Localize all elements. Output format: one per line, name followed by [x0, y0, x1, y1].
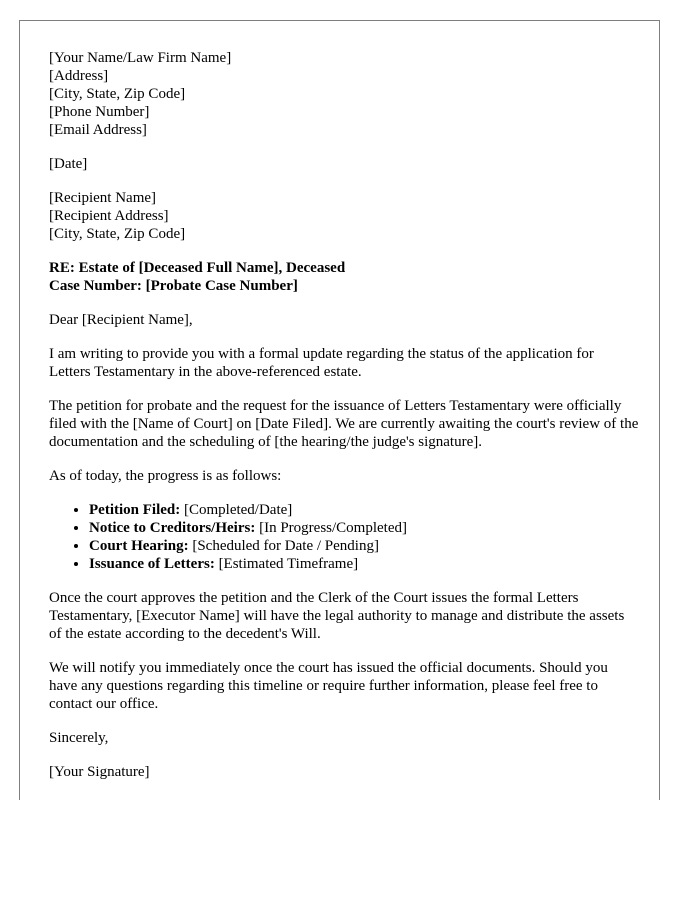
progress-label: Petition Filed:: [89, 502, 181, 518]
sender-phone: [Phone Number]: [49, 104, 150, 120]
paragraph-notify: We will notify you immediately once the court has issued the official documents. Should you have any questions regarding this timeline or require further information, please feel free to contact our office.: [49, 660, 608, 712]
re-block: [49, 259, 639, 295]
recipient-city-state-zip: [City, State, Zip Code]: [49, 226, 186, 242]
progress-label: Issuance of Letters:: [89, 556, 215, 572]
date-block: [49, 155, 639, 173]
progress-value: [Completed/Date]: [180, 502, 293, 518]
letter-date: [Date]: [49, 156, 88, 172]
letter-content: [49, 49, 639, 797]
list-item: [89, 501, 639, 519]
progress-value: [Estimated Timeframe]: [214, 556, 359, 572]
sender-city-state-zip: [City, State, Zip Code]: [49, 86, 186, 102]
progress-value: [In Progress/Completed]: [255, 520, 407, 536]
re-case-number-line: Case Number: [Probate Case Number]: [49, 278, 298, 294]
signature: [Your Signature]: [49, 764, 150, 780]
paragraph-filing: The petition for probate and the request for the issuance of Letters Testamentary were officially filed with the [Name of Court] on [Date Filed]. We are currently awaiting the court's review of the documentation and the scheduling of [the hearing/the judge's signature].: [49, 398, 639, 450]
progress-value: [Scheduled for Date / Pending]: [188, 538, 379, 554]
sender-email: [Email Address]: [49, 122, 147, 138]
sender-block: [49, 49, 639, 139]
list-item: [89, 555, 639, 573]
sender-name: [Your Name/Law Firm Name]: [49, 50, 232, 66]
paragraph-progress-intro: As of today, the progress is as follows:: [49, 468, 282, 484]
letter-page: [19, 20, 660, 800]
list-item: [89, 537, 639, 555]
list-item: [89, 519, 639, 537]
progress-list: [49, 501, 639, 573]
recipient-block: [49, 189, 639, 243]
sender-address: [Address]: [49, 68, 109, 84]
progress-label: Notice to Creditors/Heirs:: [89, 520, 256, 536]
salutation: Dear [Recipient Name],: [49, 312, 193, 328]
signoff: Sincerely,: [49, 730, 109, 746]
recipient-name: [Recipient Name]: [49, 190, 157, 206]
re-estate-line: RE: Estate of [Deceased Full Name], Deceased: [49, 260, 346, 276]
paragraph-authority: Once the court approves the petition and the Clerk of the Court issues the formal Letters Testamentary, [Executor Name] will have the legal authority to manage and distribute the assets of the estate according to the decedent's Will.: [49, 590, 625, 642]
recipient-address: [Recipient Address]: [49, 208, 169, 224]
paragraph-intro: I am writing to provide you with a formal update regarding the status of the application for Letters Testamentary in the above-referenced estate.: [49, 346, 594, 380]
progress-label: Court Hearing:: [89, 538, 189, 554]
